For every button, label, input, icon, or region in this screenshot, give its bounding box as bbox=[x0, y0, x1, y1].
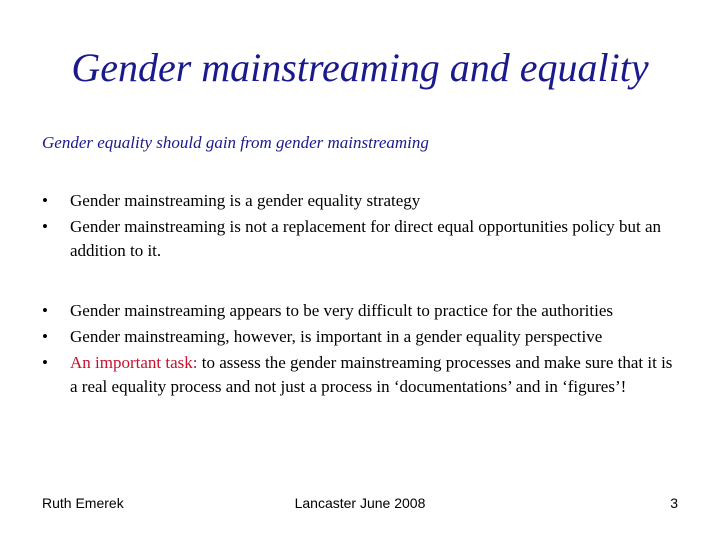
slide-subtitle: Gender equality should gain from gender mainstreaming bbox=[42, 133, 429, 152]
bullet-list-primary bbox=[42, 189, 682, 265]
bullet-item: • Gender mainstreaming is not a replacement for direct equal opportunities policy but an addition to it. bbox=[42, 215, 682, 263]
bullet-list-secondary bbox=[42, 299, 682, 401]
important-task-text: to assess the gender mainstreaming processes and make sure that it is a real equality process and not just a process in ‘documentations’ and in ‘figures’! bbox=[70, 353, 673, 396]
important-task-label: An important task: bbox=[70, 353, 198, 372]
bullet-item: • Gender mainstreaming is a gender equality strategy bbox=[42, 189, 682, 213]
bullet-item: • Gender mainstreaming, however, is important in a gender equality perspective bbox=[42, 325, 682, 349]
bullet-item-important-task bbox=[42, 351, 682, 399]
bullet-item: • Gender mainstreaming appears to be very difficult to practice for the authorities bbox=[42, 299, 682, 323]
footer-event: Lancaster June 2008 bbox=[294, 495, 426, 511]
slide-title: Gender mainstreaming and equality bbox=[71, 45, 649, 90]
footer-page-number: 3 bbox=[670, 495, 678, 511]
footer-author: Ruth Emerek bbox=[42, 495, 124, 511]
